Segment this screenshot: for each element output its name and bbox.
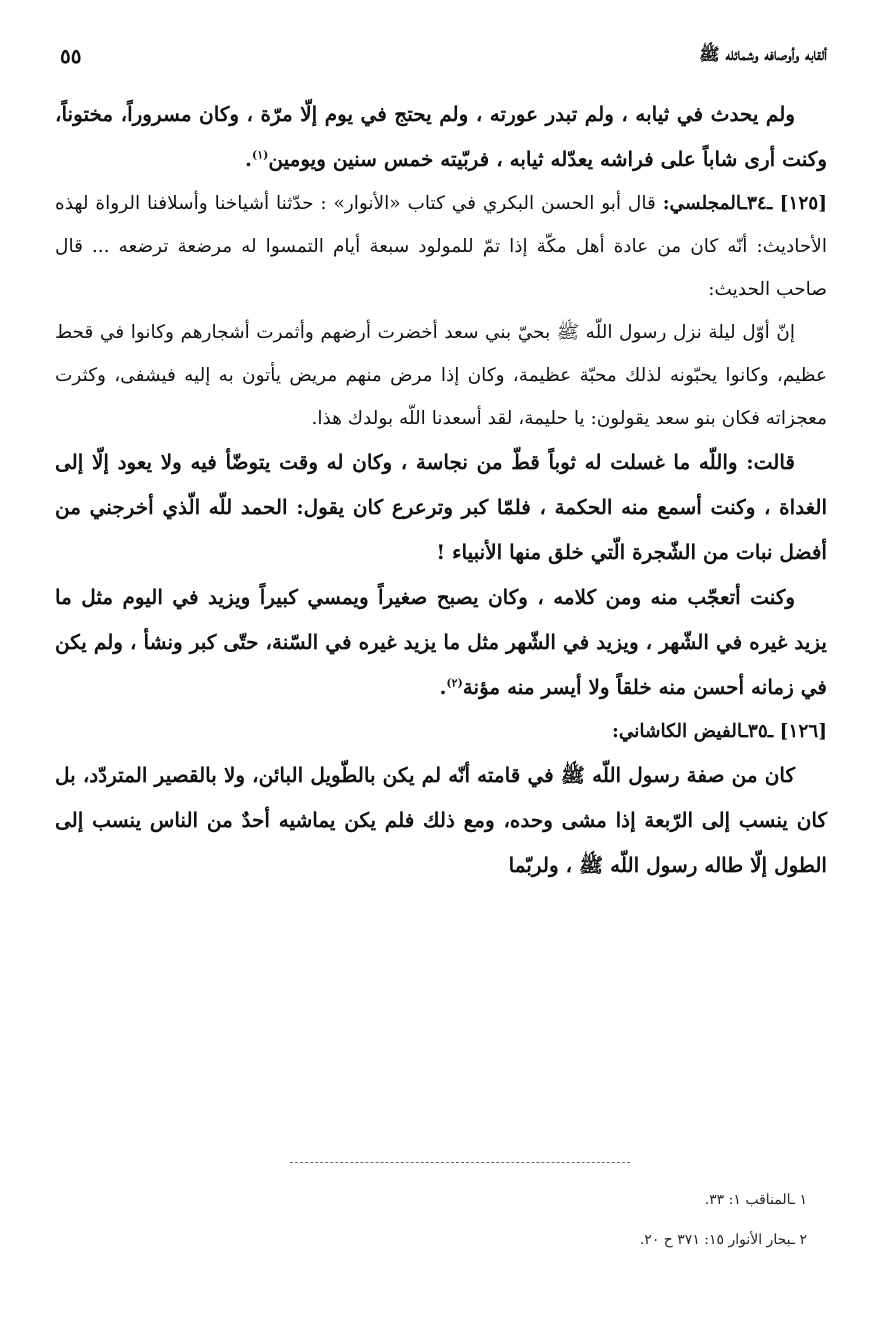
paragraph-narration: إنّ أوّل ليلة نزل رسول اللّه ﷺ بحيّ بني سعد أخضرت أرضهم وأثمرت أشجارهم وكانوا في قحط عظيم، وكانوا يحبّونه لذلك محبّة عظيمة، وكان إذا مرض منهم مريض يأتون به إليه فيشفى، وكثرت معجزاته فكان بنو سعد يقولون: يا حليمة، لقد أسعدنا اللّه بولدك هذا. — [55, 322, 827, 429]
paragraph-continuation — [55, 92, 827, 182]
paragraph-end: . — [439, 675, 447, 699]
paragraph-text: وكنت أتعجّب منه ومن كلامه ، وكان يصبح صغيراً ويمسي كبيراً ويزيد في اليوم مثل ما يزيد غيره في الشّهر ، ويزيد في الشّهر مثل ما يزيد غيره في السّنة، حتّى كبر ونشأ ، ولم يكن في زمانه أحسن منه خلقاً ولا أيسر منه مؤنة — [55, 585, 827, 699]
entry-author: الفيض الكاشاني: — [612, 721, 743, 742]
paragraph-end: . — [245, 147, 253, 171]
paragraph-halima-quote: قالت: واللّه ما غسلت له ثوباً قطّ من نجاسة ، وكان له وقت يتوضّأ فيه ولا يعود إلّا إلى الغداة ، وكنت أسمع منه الحكمة ، فلمّا كبر وترعرع كان يقول: الحمد للّه الّذي أخرجني من أفضل نبات من الشّجرة الّتي خلق منها الأنبياء ! — [55, 450, 827, 564]
entry-number: [١٢٥] ـ٣٤ـ — [741, 193, 827, 214]
paragraph-growth — [55, 575, 827, 710]
entry-125 — [55, 182, 827, 311]
footnote-1: ١ ـالمناقب ١: ٣٣. — [704, 1192, 807, 1208]
page-header — [55, 38, 827, 78]
entry-126 — [55, 710, 827, 753]
footnote-2: ٢ ـبحار الأنوار ١٥: ٣٧١ ح ٢٠. — [639, 1232, 807, 1248]
entry-text: قال أبو الحسن البكري في كتاب «الأنوار» : حدّثنا أشياخنا وأسلافنا الرواة لهذه الأحاديث: أنّه كان من عادة أهل مكّة إذا تمّ للمولود سبعة أيام التمسوا له مرضعة ترضعه ... قال صاحب الحديث: — [55, 193, 827, 300]
paragraph-text: ولم يحدث في ثيابه ، ولم تبدر عورته ، ولم يحتج في يوم إلّا مرّة ، وكان مسروراً، مختوناً، وكنت أرى شاباً على فراشه يعدّله ثيابه ، فربّيته خمس سنين ويومين — [55, 102, 827, 171]
footnote-divider — [290, 1162, 630, 1163]
body-text — [55, 92, 827, 888]
running-head: ألقابه وأوصافه وشمائله ﷺ — [699, 45, 827, 65]
paragraph-stature: كان من صفة رسول اللّه ﷺ في قامته أنّه لم يكن بالطّويل البائن، ولا بالقصير المتردّد، بل كان ينسب إلى الرّبعة إذا مشى وحده، ومع ذلك فلم يكن يماشيه أحدٌ من الناس ينسب إلى الطول إلّا طاله رسول اللّه ﷺ ، ولربّما — [55, 763, 827, 877]
entry-number: [١٢٦] ـ٣٥ـ — [742, 721, 827, 742]
footnote-marker: (٢) — [446, 676, 463, 690]
footnotes — [55, 1180, 807, 1260]
footnote-marker: (١) — [252, 148, 269, 162]
page-number: ٥٥ — [60, 44, 82, 68]
entry-author: المجلسي: — [662, 193, 742, 214]
